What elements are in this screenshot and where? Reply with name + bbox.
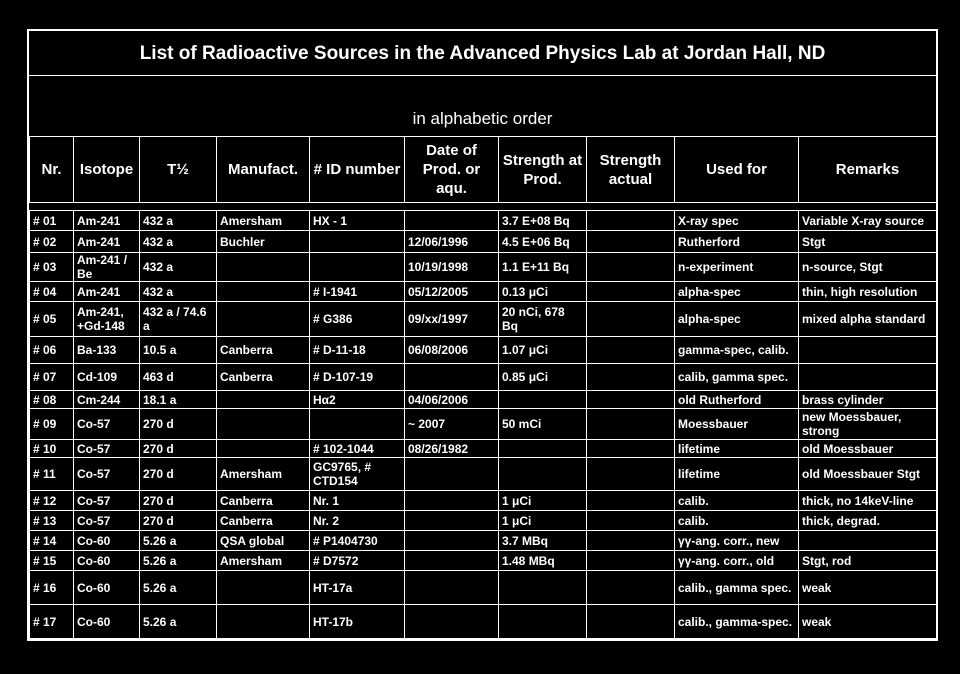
table-row xyxy=(30,211,937,231)
cell-manufacturer: QSA global xyxy=(217,531,310,551)
cell-strength-actual xyxy=(587,511,675,531)
cell-strength-actual xyxy=(587,282,675,302)
cell-remarks: old Moessbauer Stgt xyxy=(799,458,937,491)
cell-remarks: Stgt, rod xyxy=(799,551,937,571)
cell-id: GC9765, # CTD154 xyxy=(310,458,405,491)
cell-nr: # 11 xyxy=(30,458,74,491)
cell-strength-prod xyxy=(499,440,587,458)
cell-date xyxy=(405,458,499,491)
cell-halflife: 463 d xyxy=(140,364,217,391)
table-row xyxy=(30,231,937,253)
cell-strength-actual xyxy=(587,571,675,605)
cell-nr: # 12 xyxy=(30,491,74,511)
cell-date xyxy=(405,364,499,391)
cell-isotope: Am-241 xyxy=(74,231,140,253)
cell-manufacturer: Canberra xyxy=(217,511,310,531)
table-row xyxy=(30,302,937,337)
cell-manufacturer: Amersham xyxy=(217,458,310,491)
title-divider xyxy=(29,75,936,76)
col-header-used-for: Used for xyxy=(675,137,799,203)
cell-used-for: old Rutherford xyxy=(675,391,799,409)
cell-id: # P1404730 xyxy=(310,531,405,551)
cell-strength-actual xyxy=(587,337,675,364)
cell-manufacturer xyxy=(217,605,310,639)
cell-strength-prod: 1.48 MBq xyxy=(499,551,587,571)
col-header-date: Date of Prod. or aqu. xyxy=(405,137,499,203)
table-row xyxy=(30,409,937,440)
cell-date: 12/06/1996 xyxy=(405,231,499,253)
cell-nr: # 01 xyxy=(30,211,74,231)
cell-strength-prod: 50 mCi xyxy=(499,409,587,440)
cell-used-for: lifetime xyxy=(675,440,799,458)
cell-manufacturer xyxy=(217,571,310,605)
cell-remarks: old Moessbauer xyxy=(799,440,937,458)
cell-id: Nr. 1 xyxy=(310,491,405,511)
cell-halflife: 5.26 a xyxy=(140,551,217,571)
sources-table xyxy=(29,136,937,639)
cell-remarks: thick, degrad. xyxy=(799,511,937,531)
cell-halflife: 432 a xyxy=(140,231,217,253)
cell-date xyxy=(405,531,499,551)
cell-remarks: new Moessbauer, strong xyxy=(799,409,937,440)
cell-used-for: γγ-ang. corr., new xyxy=(675,531,799,551)
cell-remarks xyxy=(799,364,937,391)
cell-isotope: Co-60 xyxy=(74,571,140,605)
table-row xyxy=(30,571,937,605)
cell-halflife: 270 d xyxy=(140,491,217,511)
cell-date xyxy=(405,605,499,639)
cell-strength-prod xyxy=(499,391,587,409)
table-header-row xyxy=(30,137,937,203)
table-row xyxy=(30,282,937,302)
table-body xyxy=(30,211,937,639)
cell-isotope: Co-57 xyxy=(74,458,140,491)
cell-date: 04/06/2006 xyxy=(405,391,499,409)
table-row xyxy=(30,364,937,391)
cell-remarks xyxy=(799,531,937,551)
cell-date xyxy=(405,491,499,511)
col-header-nr: Nr. xyxy=(30,137,74,203)
cell-isotope: Co-57 xyxy=(74,511,140,531)
cell-nr: # 15 xyxy=(30,551,74,571)
cell-nr: # 14 xyxy=(30,531,74,551)
cell-id: # D7572 xyxy=(310,551,405,571)
cell-id xyxy=(310,231,405,253)
cell-id: Nr. 2 xyxy=(310,511,405,531)
cell-strength-prod: 3.7 MBq xyxy=(499,531,587,551)
document-title: List of Radioactive Sources in the Advanced Physics Lab at Jordan Hall, ND xyxy=(139,43,826,64)
cell-strength-actual xyxy=(587,491,675,511)
document-subtitle: in alphabetic order xyxy=(412,109,553,128)
cell-nr: # 03 xyxy=(30,253,74,282)
cell-used-for: lifetime xyxy=(675,458,799,491)
cell-halflife: 432 a xyxy=(140,282,217,302)
table-row xyxy=(30,458,937,491)
table-row xyxy=(30,440,937,458)
cell-remarks xyxy=(799,337,937,364)
cell-strength-prod: 1 μCi xyxy=(499,511,587,531)
cell-remarks: Variable X-ray source xyxy=(799,211,937,231)
cell-isotope: Co-57 xyxy=(74,491,140,511)
cell-isotope: Am-241 xyxy=(74,282,140,302)
cell-used-for: calib. xyxy=(675,511,799,531)
cell-remarks: thin, high resolution xyxy=(799,282,937,302)
cell-isotope: Co-60 xyxy=(74,551,140,571)
cell-used-for: alpha-spec xyxy=(675,282,799,302)
cell-halflife: 5.26 a xyxy=(140,531,217,551)
cell-nr: # 10 xyxy=(30,440,74,458)
cell-nr: # 05 xyxy=(30,302,74,337)
cell-halflife: 270 d xyxy=(140,409,217,440)
cell-nr: # 04 xyxy=(30,282,74,302)
cell-halflife: 18.1 a xyxy=(140,391,217,409)
cell-id: Hα2 xyxy=(310,391,405,409)
cell-id: HT-17b xyxy=(310,605,405,639)
cell-strength-prod: 1 μCi xyxy=(499,491,587,511)
cell-strength-prod xyxy=(499,458,587,491)
cell-isotope: Co-57 xyxy=(74,409,140,440)
cell-halflife: 432 a xyxy=(140,253,217,282)
cell-halflife: 270 d xyxy=(140,458,217,491)
cell-used-for: n-experiment xyxy=(675,253,799,282)
cell-strength-prod: 1.07 μCi xyxy=(499,337,587,364)
cell-used-for: calib, gamma spec. xyxy=(675,364,799,391)
cell-date: ~ 2007 xyxy=(405,409,499,440)
cell-strength-actual xyxy=(587,231,675,253)
cell-nr: # 13 xyxy=(30,511,74,531)
cell-strength-prod: 0.13 μCi xyxy=(499,282,587,302)
cell-strength-prod: 20 nCi, 678 Bq xyxy=(499,302,587,337)
col-header-strength-actual: Strength actual xyxy=(587,137,675,203)
cell-manufacturer: Buchler xyxy=(217,231,310,253)
cell-id: # I-1941 xyxy=(310,282,405,302)
cell-isotope: Co-60 xyxy=(74,605,140,639)
cell-date: 05/12/2005 xyxy=(405,282,499,302)
table-row xyxy=(30,531,937,551)
cell-id: # D-107-19 xyxy=(310,364,405,391)
cell-used-for: alpha-spec xyxy=(675,302,799,337)
cell-isotope: Co-57 xyxy=(74,440,140,458)
cell-id: # G386 xyxy=(310,302,405,337)
cell-nr: # 02 xyxy=(30,231,74,253)
cell-manufacturer: Canberra xyxy=(217,337,310,364)
cell-date: 09/xx/1997 xyxy=(405,302,499,337)
cell-manufacturer xyxy=(217,282,310,302)
cell-strength-actual xyxy=(587,531,675,551)
cell-manufacturer xyxy=(217,409,310,440)
cell-used-for: Rutherford xyxy=(675,231,799,253)
cell-isotope: Ba-133 xyxy=(74,337,140,364)
cell-strength-actual xyxy=(587,302,675,337)
table-row xyxy=(30,551,937,571)
col-header-isotope: Isotope xyxy=(74,137,140,203)
cell-remarks: thick, no 14keV-line xyxy=(799,491,937,511)
cell-used-for: gamma-spec, calib. xyxy=(675,337,799,364)
table-row xyxy=(30,605,937,639)
cell-date xyxy=(405,551,499,571)
cell-strength-actual xyxy=(587,440,675,458)
cell-remarks: brass cylinder xyxy=(799,391,937,409)
cell-strength-prod xyxy=(499,605,587,639)
cell-manufacturer: Amersham xyxy=(217,551,310,571)
table-row xyxy=(30,337,937,364)
cell-nr: # 16 xyxy=(30,571,74,605)
cell-used-for: X-ray spec xyxy=(675,211,799,231)
cell-date xyxy=(405,571,499,605)
cell-isotope: Cd-109 xyxy=(74,364,140,391)
cell-isotope: Am-241, +Gd-148 xyxy=(74,302,140,337)
cell-remarks: n-source, Stgt xyxy=(799,253,937,282)
cell-manufacturer: Canberra xyxy=(217,364,310,391)
cell-date xyxy=(405,211,499,231)
table-row xyxy=(30,511,937,531)
cell-isotope: Cm-244 xyxy=(74,391,140,409)
col-header-halflife: T½ xyxy=(140,137,217,203)
cell-halflife: 5.26 a xyxy=(140,605,217,639)
col-header-manufacturer: Manufact. xyxy=(217,137,310,203)
cell-halflife: 5.26 a xyxy=(140,571,217,605)
cell-nr: # 07 xyxy=(30,364,74,391)
cell-used-for: γγ-ang. corr., old xyxy=(675,551,799,571)
cell-halflife: 432 a xyxy=(140,211,217,231)
cell-strength-actual xyxy=(587,605,675,639)
cell-strength-actual xyxy=(587,364,675,391)
cell-nr: # 08 xyxy=(30,391,74,409)
cell-strength-actual xyxy=(587,253,675,282)
table-row xyxy=(30,491,937,511)
cell-manufacturer xyxy=(217,302,310,337)
cell-strength-prod: 4.5 E+06 Bq xyxy=(499,231,587,253)
cell-used-for: calib., gamma spec. xyxy=(675,571,799,605)
cell-strength-prod xyxy=(499,571,587,605)
col-header-remarks: Remarks xyxy=(799,137,937,203)
cell-strength-prod: 3.7 E+08 Bq xyxy=(499,211,587,231)
cell-manufacturer: Amersham xyxy=(217,211,310,231)
cell-strength-actual xyxy=(587,409,675,440)
cell-halflife: 270 d xyxy=(140,440,217,458)
cell-id xyxy=(310,253,405,282)
cell-id: HX - 1 xyxy=(310,211,405,231)
cell-used-for: Moessbauer xyxy=(675,409,799,440)
col-header-strength-prod: Strength at Prod. xyxy=(499,137,587,203)
cell-id: HT-17a xyxy=(310,571,405,605)
cell-remarks: weak xyxy=(799,605,937,639)
cell-id: # D-11-18 xyxy=(310,337,405,364)
cell-used-for: calib. xyxy=(675,491,799,511)
cell-date xyxy=(405,511,499,531)
cell-manufacturer: Canberra xyxy=(217,491,310,511)
cell-nr: # 09 xyxy=(30,409,74,440)
cell-remarks: mixed alpha standard xyxy=(799,302,937,337)
cell-isotope: Am-241 / Be xyxy=(74,253,140,282)
document-frame xyxy=(27,29,938,641)
cell-id xyxy=(310,409,405,440)
cell-strength-actual xyxy=(587,551,675,571)
col-header-id: # ID number xyxy=(310,137,405,203)
table-row xyxy=(30,253,937,282)
cell-isotope: Am-241 xyxy=(74,211,140,231)
cell-manufacturer xyxy=(217,391,310,409)
cell-nr: # 17 xyxy=(30,605,74,639)
cell-strength-prod: 1.1 E+11 Bq xyxy=(499,253,587,282)
cell-manufacturer xyxy=(217,253,310,282)
cell-strength-actual xyxy=(587,211,675,231)
cell-remarks: weak xyxy=(799,571,937,605)
cell-remarks: Stgt xyxy=(799,231,937,253)
cell-halflife: 270 d xyxy=(140,511,217,531)
cell-nr: # 06 xyxy=(30,337,74,364)
cell-strength-actual xyxy=(587,391,675,409)
table-row xyxy=(30,391,937,409)
cell-strength-prod: 0.85 μCi xyxy=(499,364,587,391)
cell-date: 06/08/2006 xyxy=(405,337,499,364)
cell-used-for: calib., gamma-spec. xyxy=(675,605,799,639)
cell-strength-actual xyxy=(587,458,675,491)
cell-halflife: 10.5 a xyxy=(140,337,217,364)
cell-manufacturer xyxy=(217,440,310,458)
cell-date: 10/19/1998 xyxy=(405,253,499,282)
cell-halflife: 432 a / 74.6 a xyxy=(140,302,217,337)
cell-date: 08/26/1982 xyxy=(405,440,499,458)
cell-id: # 102-1044 xyxy=(310,440,405,458)
cell-isotope: Co-60 xyxy=(74,531,140,551)
